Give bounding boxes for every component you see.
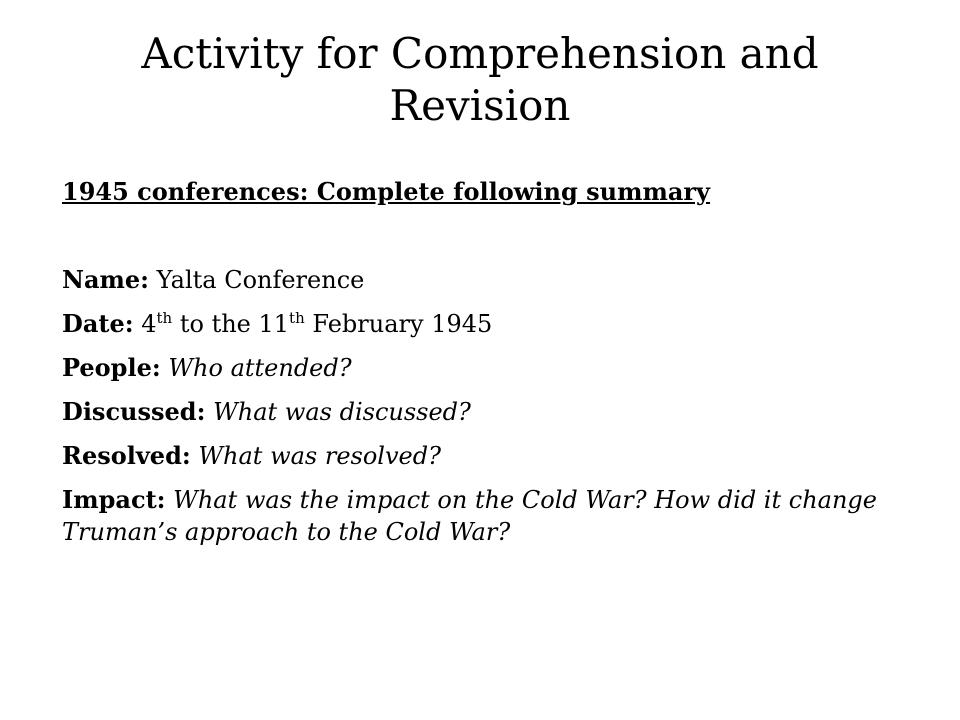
blank-line	[62, 214, 922, 258]
field-people	[62, 346, 922, 390]
field-impact	[62, 478, 922, 548]
field-date-middle: to the 11	[179, 310, 290, 338]
field-date	[62, 302, 922, 346]
field-impact-label: Impact:	[62, 485, 166, 514]
field-resolved-label: Resolved:	[62, 441, 191, 470]
subheading: 1945 conferences: Complete following summary	[62, 177, 710, 206]
slide-body	[62, 170, 922, 548]
field-date-label: Date:	[62, 309, 134, 338]
field-resolved-prompt: What was resolved?	[198, 442, 441, 470]
field-discussed-prompt: What was discussed?	[213, 398, 471, 426]
field-date-start: 4	[141, 310, 157, 338]
field-date-end: February 1945	[312, 310, 493, 338]
field-people-prompt: Who attended?	[168, 354, 352, 382]
field-name-label: Name:	[62, 265, 150, 294]
field-discussed	[62, 390, 922, 434]
field-impact-prompt: What was the impact on the Cold War? How did it change Truman’s approach to the Cold War?	[62, 486, 877, 546]
field-people-label: People:	[62, 353, 161, 382]
field-discussed-label: Discussed:	[62, 397, 206, 426]
field-name	[62, 258, 922, 302]
field-date-start-suffix: th	[156, 309, 173, 327]
field-name-value: Yalta Conference	[156, 266, 365, 294]
slide-title: Activity for Comprehension and Revision	[141, 29, 819, 130]
field-resolved	[62, 434, 922, 478]
field-date-end-suffix: th	[289, 309, 305, 327]
